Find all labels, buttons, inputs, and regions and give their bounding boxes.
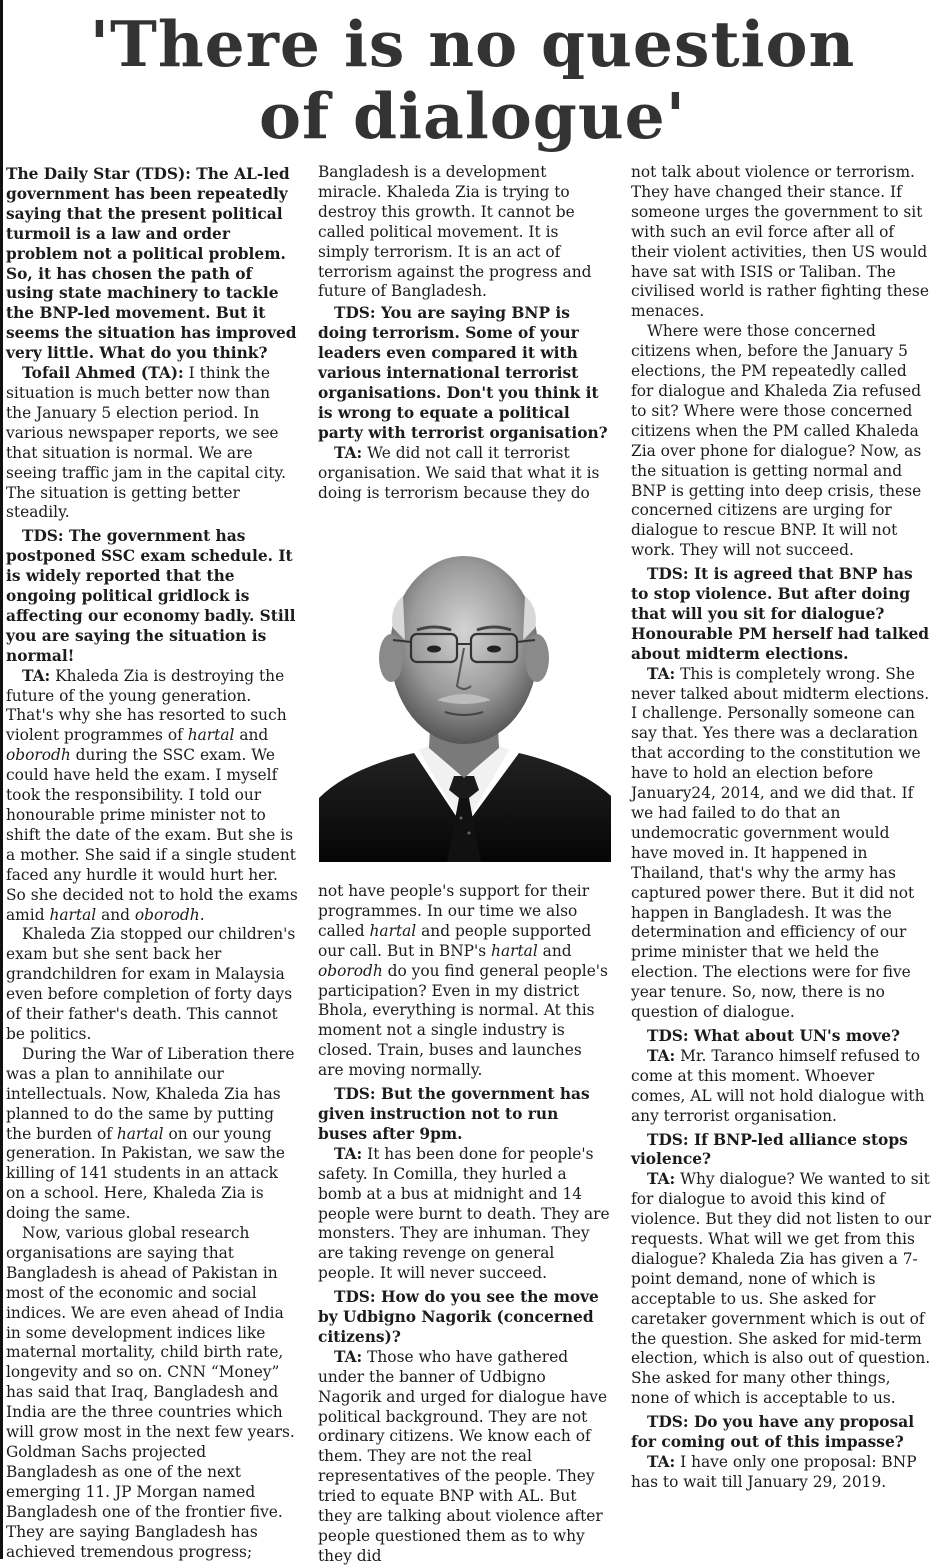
paragraph: Bangladesh is a development miracle. Khaleda Zia is trying to destroy this growth. It cannot be called political movement. It is simply terrorism. It is an act of terrorism against the progress and future of Bangladesh. [318,163,592,301]
question-5: TDS: How do you see the move by Udbigno Nagorik (concerned citizens)? [318,1288,599,1346]
question-3: TDS: You are saying BNP is doing terrorism. Some of your leaders even compared it with various international terrorist organisations. Don't you think it is wrong to equate a political party with terrorist organisation? [318,304,608,442]
answer-text: I have only one proposal: BNP has to wait till January 29, 2019. [631,1453,917,1491]
italic-term: hartal [116,1124,164,1143]
interviewee-photo [319,528,611,862]
answer-text: on our young generation. In Pakistan, we saw the killing of 141 students in an attack on a school. Here, Khaleda Zia is doing the same. [6,1124,286,1223]
answer-text: not have people's support for their programmes. In our time we also called [318,882,590,940]
page-left-edge [0,0,3,1559]
paragraph [318,882,611,1081]
answer-text: This is completely wrong. She never talked about midterm elections. I challenge. Personally someone can say that. Yes there was a declaration that according to the constitution we have to hold an election before January24, 2014, and we did that. If we had failed to do that an undemocratic government would have moved in. It happened in Thailand, that's why the army has captured power there. But it did not happen in Bangladesh. It was the determination and efficiency of our prime minister that we held the election. The elections were for five year tenure. So, now, there is no question of dialogue. [631,664,930,1022]
paragraph [6,1045,298,1224]
answer-text: . [199,905,205,924]
answer-text: I think the situation is much better now than the January 5 election period. In various newspaper reports, we see that situation is normal. We are seeing traffic jam in the capital city. The situation is getting better steadily. [6,364,287,522]
answer-text: We did not call it terrorist organisation. We said that what it is doing is terrorism because they do [318,443,600,502]
answer-text: Mr. Taranco himself refused to come at this moment. Whoever comes, AL will not hold dialogue with any terrorist organisation. [631,1046,925,1125]
italic-term: hartal [49,905,97,924]
speaker-tag: TA: [334,1144,363,1163]
portrait-illustration [319,528,611,862]
paragraph: Where were those concerned citizens when, before the January 5 elections, the PM repeatedly called for dialogue and Khaleda Zia refused to sit? Where were those concerned citizens when the PM called Khaleda Zia over phone for dialogue? Now, as the situation is getting normal and BNP is getting into deep crisis, these concerned citizens are urging for dialogue to rescue BNP. It will not work. They will not succeed. [631,322,922,560]
answer-8 [631,1170,931,1409]
answer-text: During the War of Liberation there was a plan to annihilate our intellectuals. Now, Khaleda Zia has planned to do the same by putting the burden of [6,1044,295,1143]
question-7: TDS: What about UN's move? [647,1026,901,1045]
answer-text: and [96,905,135,924]
answer-5 [318,1348,611,1567]
speaker-tag: TA: [647,1046,676,1065]
speaker-tag: TA: [647,664,676,683]
headline [0,8,945,152]
answer-text: and [537,941,572,960]
speaker-tag: TA: [334,443,363,462]
paragraph: Khaleda Zia stopped our children's exam but she sent back her grandchildren for exam in Malaysia even before completion of forty days of their father's death. This cannot be politics. [6,925,296,1043]
answer-3 [318,444,611,504]
answer-2 [6,667,298,926]
answer-1 [6,364,298,523]
answer-text: Those who have gathered under the banner of Udbigno Nagorik and urged for dialogue have political background. They are not ordinary citizens. We know each of them. They are not the real representatives of the people. They tried to equate BNP with AL. But they are talking about violence after people questioned them as to why they did [318,1347,608,1565]
question-6: TDS: It is agreed that BNP has to stop violence. But after doing that will you sit for dialogue? Honourable PM herself had talked about midterm elections. [631,565,930,663]
question-2: TDS: The government has postponed SSC exam schedule. It is widely reported that the ongoing political gridlock is affecting our economy badly. Still you are saying the situation is normal! [6,527,296,665]
answer-text: Why dialogue? We wanted to sit for dialogue to avoid this kind of violence. But they did not listen to our requests. What will we get from this dialogue? Khaleda Zia has given a 7-point demand, none of which is acceptable to us. She asked for caretaker government which is out of the question. She asked for mid-term election, which is also out of question. She asked for many other things, none of which is acceptable to us. [631,1170,931,1408]
speaker-tag: TA: [647,1453,676,1471]
answer-text: and [234,726,269,745]
question-8: TDS: If BNP-led alliance stops violence? [631,1130,908,1169]
answer-text: Khaleda Zia is destroying the future of the young generation. That's why she has resorted to such violent programmes of [6,666,287,745]
paragraph: not talk about violence or terrorism. They have changed their stance. If someone urges the government to sit with such an evil force after all of their violent activities, then US would have sat with ISIS or Taliban. The civilised world is rather fighting these menaces. [631,163,929,321]
paragraph: Now, various global research organisations are saying that Bangladesh is ahead of Pakistan in most of the economic and social indices. We are even ahead of India in some development indices like maternal mortality, child birth rate, longevity and so on. CNN “Money” has said that Iraq, Bangladesh and India are the three countries which will grow most in the next few years. Goldman Sachs projected Bangladesh as one of the next emerging 11. JP Morgan named Bangladesh one of the frontier five. They are saying Bangladesh has achieved tremendous progress; [6,1224,295,1561]
answer-text: It has been done for people's safety. In Comilla, they hurled a bomb at a bus at midnight and 14 people were burnt to death. They are monsters. They are inhuman. They are taking revenge on general people. It will never succeed. [318,1144,610,1283]
italic-term: oborodh [318,961,383,980]
answer-text: do you find general people's participation? Even in my district Bhola, everything is normal. At this moment not a single industry is closed. Train, buses and launches are moving normally. [318,961,608,1080]
speaker-tag: TA: [647,1170,676,1189]
column-2-top [318,163,611,503]
question-1: The Daily Star (TDS): The AL-led government has been repeatedly saying that the present political turmoil is a law and order problem not a political problem. So, it has chosen the path of using state machinery to tackle the BNP-led movement. But it seems the situation has improved very little. What do you think? [6,165,297,363]
italic-term: hartal [491,941,538,960]
column-3 [631,163,931,1493]
speaker-tag: TA: [334,1347,363,1366]
speaker-tag: Tofail Ahmed (TA): [22,364,184,383]
answer-6 [631,665,931,1023]
answer-7 [631,1047,931,1127]
italic-term: oborodh [6,746,71,765]
speaker-tag: TA: [22,666,51,685]
column-1 [6,163,298,1562]
column-2-bottom [318,882,611,1567]
italic-term: hartal [369,921,417,940]
answer-text: during the SSC exam. We could have held the exam. I myself took the responsibility. I told our honourable prime minister not to shift the date of the exam. But she is a mother. She said if a single student faced any hurdle it would hurt her. So she decided not to hold the exams amid [6,746,298,924]
answer-9 [631,1453,931,1493]
italic-term: oborodh [134,905,200,924]
question-9: TDS: Do you have any proposal for coming out of this impasse? [631,1413,915,1452]
headline-line-2: of dialogue' [258,79,687,153]
question-4: TDS: But the government has given instruction not to run buses after 9pm. [318,1085,590,1143]
answer-text: and people supported our call. But in BNP's [318,921,592,960]
italic-term: hartal [187,726,235,745]
headline-line-1: 'There is no question [89,7,856,81]
answer-4 [318,1145,611,1284]
